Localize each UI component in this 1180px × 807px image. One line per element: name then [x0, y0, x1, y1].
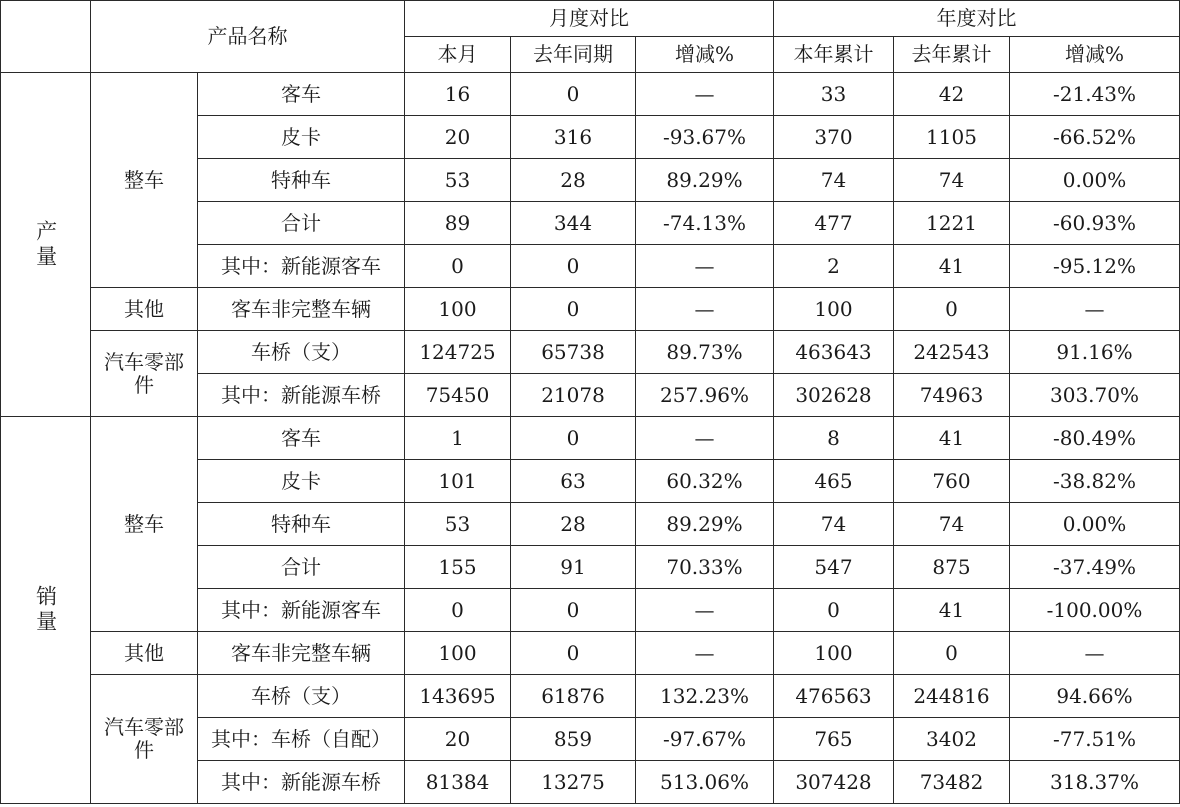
cell-this-month: 100 [405, 288, 511, 331]
cell-monthly-change-pct: 513.06% [636, 761, 774, 804]
cell-yearly-change-pct: 0.00% [1010, 503, 1180, 546]
cell-ytd-this-year: 547 [774, 546, 894, 589]
cell-this-month: 143695 [405, 675, 511, 718]
cell-monthly-change-pct: 257.96% [636, 374, 774, 417]
category-label: 汽车零部件 [91, 675, 198, 804]
cell-ytd-this-year: 33 [774, 73, 894, 116]
item-name: 合计 [198, 546, 405, 589]
category-label: 其他 [91, 632, 198, 675]
header-col-monthly-change-pct: 增减% [636, 37, 774, 73]
cell-monthly-change-pct: 89.29% [636, 159, 774, 202]
cell-ytd-this-year: 100 [774, 288, 894, 331]
cell-yearly-change-pct: 318.37% [1010, 761, 1180, 804]
item-name: 特种车 [198, 503, 405, 546]
item-name: 其中：新能源客车 [198, 245, 405, 288]
cell-this-month: 155 [405, 546, 511, 589]
cell-last-year-same-period: 0 [511, 288, 636, 331]
item-name: 合计 [198, 202, 405, 245]
cell-last-year-same-period: 28 [511, 503, 636, 546]
cell-ytd-last-year: 0 [894, 288, 1010, 331]
cell-last-year-same-period: 63 [511, 460, 636, 503]
cell-yearly-change-pct: -100.00% [1010, 589, 1180, 632]
cell-this-month: 16 [405, 73, 511, 116]
cell-monthly-change-pct: — [636, 417, 774, 460]
cell-ytd-last-year: 1221 [894, 202, 1010, 245]
cell-monthly-change-pct: — [636, 632, 774, 675]
section-label: 销量 [1, 417, 91, 804]
category-label: 整车 [91, 417, 198, 632]
cell-ytd-this-year: 765 [774, 718, 894, 761]
cell-yearly-change-pct: -77.51% [1010, 718, 1180, 761]
table-row [1, 417, 1180, 460]
cell-yearly-change-pct: -38.82% [1010, 460, 1180, 503]
cell-this-month: 75450 [405, 374, 511, 417]
cell-ytd-this-year: 2 [774, 245, 894, 288]
header-col-ytd-this-year: 本年累计 [774, 37, 894, 73]
cell-yearly-change-pct: -95.12% [1010, 245, 1180, 288]
cell-last-year-same-period: 0 [511, 632, 636, 675]
cell-ytd-last-year: 73482 [894, 761, 1010, 804]
cell-last-year-same-period: 0 [511, 245, 636, 288]
cell-last-year-same-period: 859 [511, 718, 636, 761]
item-name: 其中：新能源客车 [198, 589, 405, 632]
cell-last-year-same-period: 0 [511, 417, 636, 460]
cell-ytd-last-year: 41 [894, 417, 1010, 460]
header-monthly-comparison: 月度对比 [405, 1, 774, 37]
cell-ytd-this-year: 302628 [774, 374, 894, 417]
cell-this-month: 101 [405, 460, 511, 503]
cell-this-month: 89 [405, 202, 511, 245]
item-name: 客车非完整车辆 [198, 288, 405, 331]
cell-monthly-change-pct: — [636, 245, 774, 288]
cell-last-year-same-period: 316 [511, 116, 636, 159]
cell-ytd-this-year: 74 [774, 503, 894, 546]
cell-ytd-this-year: 370 [774, 116, 894, 159]
item-name: 客车 [198, 73, 405, 116]
cell-last-year-same-period: 61876 [511, 675, 636, 718]
cell-this-month: 1 [405, 417, 511, 460]
header-yearly-comparison: 年度对比 [774, 1, 1180, 37]
cell-monthly-change-pct: -97.67% [636, 718, 774, 761]
table-row [1, 675, 1180, 718]
header-col-last-year-same-period: 去年同期 [511, 37, 636, 73]
cell-yearly-change-pct: 94.66% [1010, 675, 1180, 718]
item-name: 其中：新能源车桥 [198, 761, 405, 804]
cell-ytd-last-year: 41 [894, 589, 1010, 632]
cell-this-month: 0 [405, 589, 511, 632]
header-col-yearly-change-pct: 增减% [1010, 37, 1180, 73]
cell-ytd-this-year: 8 [774, 417, 894, 460]
cell-ytd-this-year: 465 [774, 460, 894, 503]
cell-ytd-last-year: 0 [894, 632, 1010, 675]
cell-last-year-same-period: 21078 [511, 374, 636, 417]
cell-monthly-change-pct: 89.29% [636, 503, 774, 546]
cell-last-year-same-period: 0 [511, 73, 636, 116]
cell-yearly-change-pct: -37.49% [1010, 546, 1180, 589]
cell-ytd-last-year: 242543 [894, 331, 1010, 374]
header-row-groups [1, 1, 1180, 37]
cell-yearly-change-pct: -21.43% [1010, 73, 1180, 116]
category-label: 整车 [91, 73, 198, 288]
cell-ytd-this-year: 476563 [774, 675, 894, 718]
cell-monthly-change-pct: 70.33% [636, 546, 774, 589]
cell-ytd-this-year: 100 [774, 632, 894, 675]
item-name: 车桥（支） [198, 331, 405, 374]
item-name: 其中：新能源车桥 [198, 374, 405, 417]
cell-ytd-last-year: 244816 [894, 675, 1010, 718]
cell-yearly-change-pct: -80.49% [1010, 417, 1180, 460]
table-row [1, 73, 1180, 116]
cell-ytd-last-year: 41 [894, 245, 1010, 288]
cell-monthly-change-pct: — [636, 288, 774, 331]
cell-this-month: 20 [405, 718, 511, 761]
cell-this-month: 124725 [405, 331, 511, 374]
cell-ytd-last-year: 74 [894, 159, 1010, 202]
category-label: 汽车零部件 [91, 331, 198, 417]
cell-monthly-change-pct: -74.13% [636, 202, 774, 245]
cell-yearly-change-pct: 91.16% [1010, 331, 1180, 374]
cell-monthly-change-pct: 60.32% [636, 460, 774, 503]
item-name: 特种车 [198, 159, 405, 202]
cell-ytd-last-year: 74 [894, 503, 1010, 546]
header-col-this-month: 本月 [405, 37, 511, 73]
cell-last-year-same-period: 0 [511, 589, 636, 632]
cell-ytd-last-year: 74963 [894, 374, 1010, 417]
cell-yearly-change-pct: — [1010, 288, 1180, 331]
header-product-name: 产品名称 [91, 1, 405, 73]
cell-monthly-change-pct: 89.73% [636, 331, 774, 374]
cell-ytd-last-year: 42 [894, 73, 1010, 116]
section-label: 产量 [1, 73, 91, 417]
category-label: 其他 [91, 288, 198, 331]
table-row [1, 288, 1180, 331]
cell-yearly-change-pct: 303.70% [1010, 374, 1180, 417]
cell-this-month: 53 [405, 159, 511, 202]
cell-yearly-change-pct: — [1010, 632, 1180, 675]
cell-monthly-change-pct: — [636, 589, 774, 632]
cell-last-year-same-period: 344 [511, 202, 636, 245]
cell-monthly-change-pct: — [636, 73, 774, 116]
header-col-ytd-last-year: 去年累计 [894, 37, 1010, 73]
cell-last-year-same-period: 65738 [511, 331, 636, 374]
table-row [1, 632, 1180, 675]
cell-last-year-same-period: 91 [511, 546, 636, 589]
header-corner-blank [1, 1, 91, 73]
item-name: 客车 [198, 417, 405, 460]
item-name: 其中：车桥（自配） [198, 718, 405, 761]
table-body [1, 1, 1180, 804]
cell-ytd-last-year: 3402 [894, 718, 1010, 761]
item-name: 客车非完整车辆 [198, 632, 405, 675]
cell-last-year-same-period: 28 [511, 159, 636, 202]
cell-ytd-last-year: 875 [894, 546, 1010, 589]
cell-yearly-change-pct: -60.93% [1010, 202, 1180, 245]
cell-this-month: 100 [405, 632, 511, 675]
cell-yearly-change-pct: 0.00% [1010, 159, 1180, 202]
cell-last-year-same-period: 13275 [511, 761, 636, 804]
table-row [1, 331, 1180, 374]
cell-this-month: 53 [405, 503, 511, 546]
cell-ytd-this-year: 0 [774, 589, 894, 632]
cell-ytd-this-year: 477 [774, 202, 894, 245]
item-name: 皮卡 [198, 460, 405, 503]
item-name: 皮卡 [198, 116, 405, 159]
cell-monthly-change-pct: -93.67% [636, 116, 774, 159]
cell-monthly-change-pct: 132.23% [636, 675, 774, 718]
item-name: 车桥（支） [198, 675, 405, 718]
cell-this-month: 81384 [405, 761, 511, 804]
cell-ytd-last-year: 1105 [894, 116, 1010, 159]
cell-ytd-last-year: 760 [894, 460, 1010, 503]
cell-this-month: 20 [405, 116, 511, 159]
cell-ytd-this-year: 74 [774, 159, 894, 202]
cell-ytd-this-year: 307428 [774, 761, 894, 804]
cell-yearly-change-pct: -66.52% [1010, 116, 1180, 159]
cell-this-month: 0 [405, 245, 511, 288]
cell-ytd-this-year: 463643 [774, 331, 894, 374]
